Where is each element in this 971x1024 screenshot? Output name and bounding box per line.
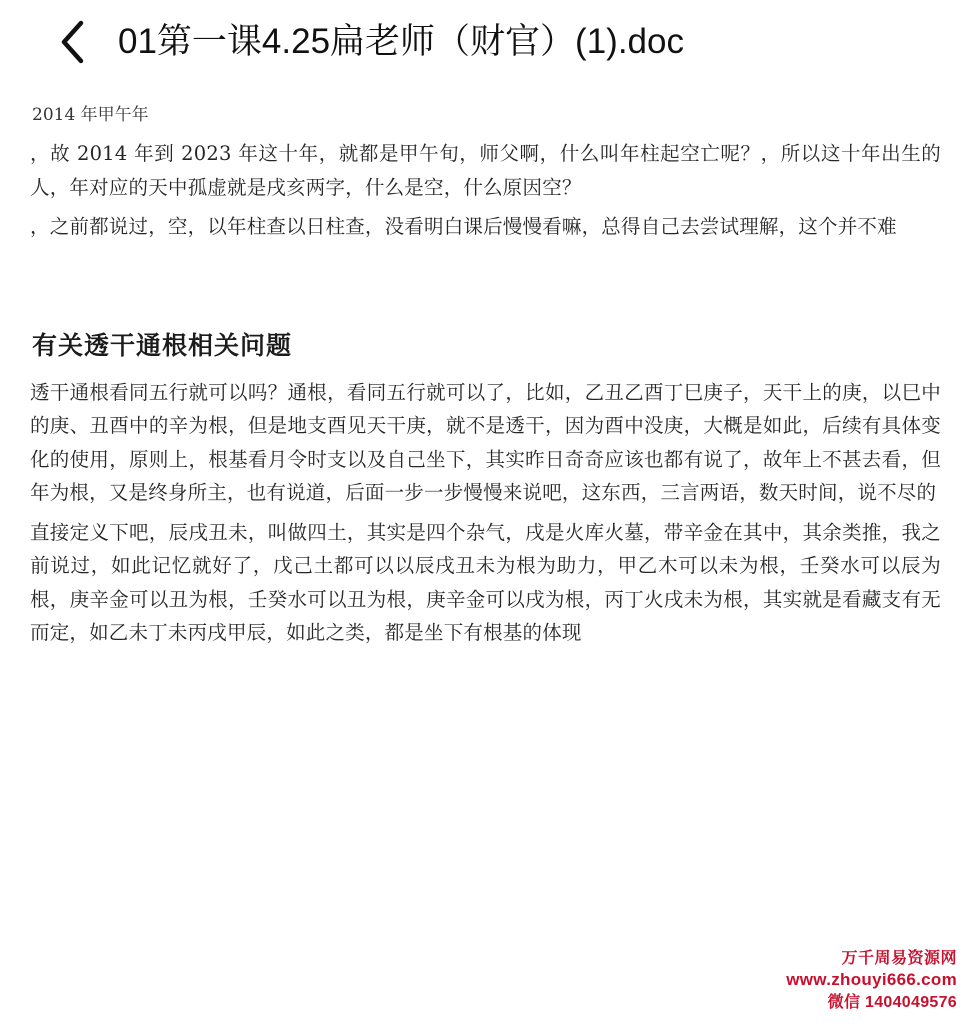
- watermark: [786, 948, 957, 1014]
- section-heading: 有关透干通根相关问题: [32, 330, 293, 360]
- paragraph: ，故 2014 年到 2023 年这十年，就都是甲午旬，师父啊，什么叫年柱起空亡呢？，所以这十年出生的人，年对应的天中孤虚就是戌亥两字，什么是空，什么原因空？: [30, 142, 941, 199]
- watermark-wechat: 微信 1404049576: [827, 994, 957, 1012]
- viewer-header: [0, 0, 971, 84]
- document-body: [30, 100, 941, 650]
- document-title: 01第一课4.25扁老师（财官）(1).doc: [118, 21, 684, 61]
- paragraph: ，之前都说过，空，以年柱查以日柱查，没看明白课后慢慢看嘛，总得自己去尝试理解，这个并不难: [30, 215, 897, 239]
- scrollbar[interactable]: [967, 92, 970, 302]
- document-page: [0, 84, 971, 650]
- chevron-left-icon: [59, 19, 87, 65]
- watermark-url: www.zhouyi666.com: [786, 970, 957, 990]
- back-button[interactable]: [52, 16, 94, 68]
- spacer: [30, 250, 941, 326]
- paragraph: 透干通根看同五行就可以吗？通根，看同五行就可以了，比如，乙丑乙酉丁巳庚子，天干上的庚，以巳中的庚、丑酉中的辛为根，但是地支酉见天干庚，就不是透干，因为酉中没庚，大概是如此，后续有具体变化的使用，原则上，根基看月令时支以及自己坐下，其实昨日奇奇应该也都有说了，故年上不甚去看，但年为根，又是终身所主，也有说道，后面一步一步慢慢来说吧，这东西，三言两语，数天时间，说不尽的: [30, 380, 941, 505]
- watermark-site-name: 万千周易资源网: [841, 949, 957, 967]
- paragraph: 直接定义下吧，辰戌丑未，叫做四土，其实是四个杂气，戌是火库火墓，带辛金在其中，其余类推，我之前说过，如此记忆就好了，戊己土都可以以辰戌丑未为根为助力，甲乙木可以未为根，壬癸水可以辰为根，庚辛金可以丑为根，壬癸水可以丑为根，庚辛金可以戌为根，丙丁火戌未为根，其实就是看藏支有无而定，如乙未丁未丙戌甲辰，如此之类，都是坐下有根基的体现: [30, 520, 941, 645]
- date-line: 2014 年甲午年: [32, 105, 149, 125]
